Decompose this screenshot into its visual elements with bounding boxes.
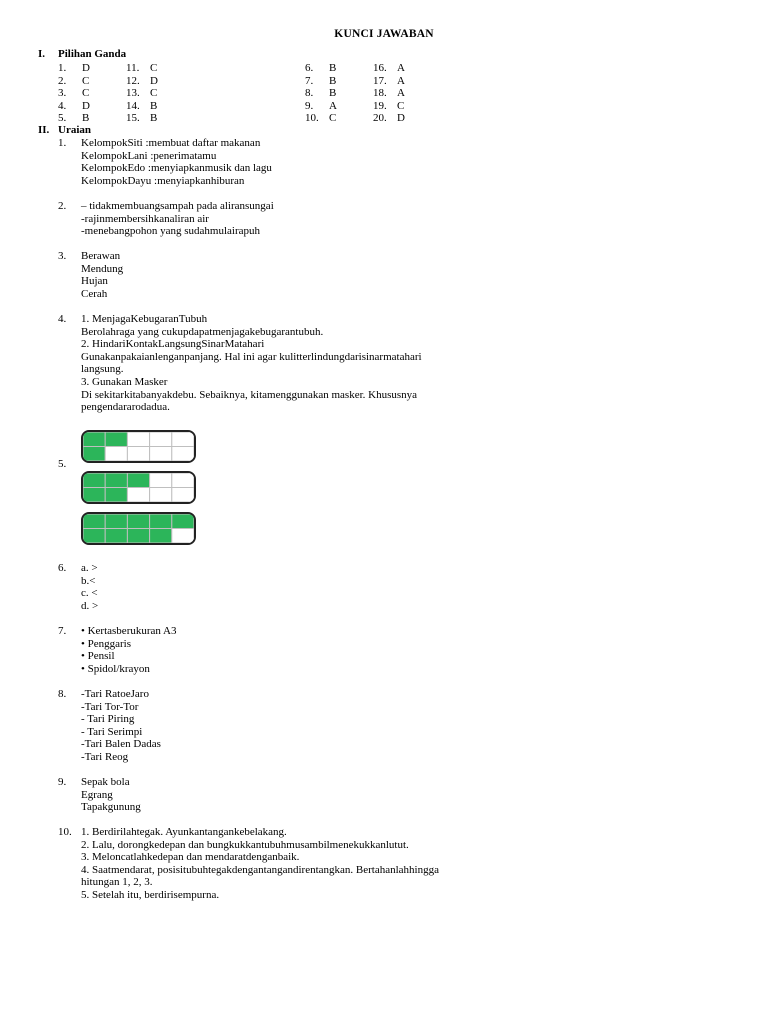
mcq-number: 17.: [373, 74, 387, 87]
answer-line: - Tari Serimpi: [81, 725, 143, 738]
answer-line: Tapakgunung: [81, 801, 141, 814]
empty-cell: [127, 447, 149, 462]
mcq-letter: A: [397, 74, 405, 87]
shaded-cell: [105, 514, 127, 529]
shaded-cell: [150, 514, 172, 529]
shaded-cell: [83, 447, 105, 462]
shaded-cell: [83, 488, 105, 503]
mcq-answer: [373, 62, 405, 75]
answer-line: -Tari RatoeJaro: [81, 688, 149, 700]
answer-line: Berolahraga yang cukupdapatmenjagakebugarantubuh.: [81, 325, 324, 338]
answer-line: a. >: [81, 562, 98, 574]
answer-line: -rajinmembersihkanaliran air: [81, 212, 209, 225]
mcq-letter: C: [150, 62, 158, 74]
mcq-number: 16.: [373, 62, 387, 74]
mcq-number: 2.: [58, 74, 67, 87]
shaded-cell: [105, 473, 127, 488]
shaded-cell: [83, 432, 105, 447]
mcq-letter: C: [82, 74, 90, 87]
shaded-cell: [105, 488, 127, 503]
answer-line: 4. Saatmendarat, posisitubuhtegakdengantangandirentangkan. Bertahanlahhingga: [81, 863, 439, 876]
answer-line: 2. Lalu, dorongkedepan dan bungkukkantubuhmusambilmenekukkanlutut.: [81, 838, 409, 851]
fraction-bar: [81, 471, 196, 504]
mcq-letter: B: [329, 62, 337, 74]
empty-cell: [150, 488, 172, 503]
empty-cell: [150, 432, 172, 447]
mcq-letter: B: [150, 112, 158, 125]
mcq-letter: C: [150, 87, 158, 100]
mcq-letter: B: [150, 99, 158, 112]
shaded-cell: [127, 473, 149, 488]
empty-cell: [172, 488, 194, 503]
answer-line: • Kertasberukuran A3: [81, 625, 177, 637]
answer-line: 5. Setelah itu, berdirisempurna.: [81, 888, 220, 901]
question-number: 3.: [58, 250, 67, 262]
answer-line: Sepak bola: [81, 776, 130, 788]
answer-body: [81, 688, 521, 764]
mcq-letter: B: [329, 74, 337, 87]
answer-line: Di sekitarkitabanyakdebu. Sebaiknya, kitamenggunakan masker. Khususnya: [81, 388, 418, 401]
answer-line: KelompokSiti :membuat daftar makanan: [81, 137, 261, 149]
empty-cell: [127, 432, 149, 447]
mcq-answer: [373, 75, 405, 88]
mcq-answer: [305, 100, 337, 113]
answer-line: Berawan: [81, 250, 121, 262]
shaded-cell: [127, 514, 149, 529]
mcq-number: 4.: [58, 99, 67, 112]
shaded-cell: [127, 529, 149, 544]
answer-line: b.<: [81, 574, 96, 587]
shaded-cell: [105, 432, 127, 447]
answer-line: Cerah: [81, 287, 108, 300]
answer-line: Hujan: [81, 275, 108, 288]
mcq-letter: C: [397, 99, 405, 112]
mcq-answer: [126, 62, 157, 75]
mcq-answer: [58, 75, 89, 88]
mcq-answer: [58, 87, 89, 100]
mcq-letter: B: [329, 87, 337, 100]
mcq-number: 8.: [305, 87, 314, 100]
mcq-letter: D: [150, 74, 158, 87]
mcq-answer: [58, 100, 90, 113]
page-title: KUNCI JAWABAN: [334, 28, 434, 40]
answer-line: -Tari Tor-Tor: [81, 700, 139, 713]
answer-body: [81, 250, 521, 300]
answer-line: -Tari Reog: [81, 750, 129, 763]
answer-body: [81, 776, 521, 814]
shaded-cell: [83, 514, 105, 529]
fraction-bar: [81, 512, 196, 545]
section-1-heading: I. Pilihan Ganda: [38, 48, 127, 60]
mcq-number: 15.: [126, 112, 140, 125]
answer-line: 3. Gunakan Masker: [81, 375, 168, 388]
answer-line: c. <: [81, 587, 98, 600]
answer-line: KelompokLani :penerimatamu: [81, 149, 217, 162]
answer-line: pengendararodadua.: [81, 401, 170, 414]
mcq-number: 13.: [126, 87, 140, 100]
answer-line: • Spidol/krayon: [81, 662, 150, 675]
answer-line: Mendung: [81, 262, 124, 275]
question-number: 5.: [58, 458, 67, 470]
answer-line: -menebangpohon yang sudahmulairapuh: [81, 225, 261, 238]
question-number: 6.: [58, 562, 67, 574]
mcq-number: 10.: [305, 112, 319, 125]
empty-cell: [105, 447, 127, 462]
answer-body: [81, 200, 521, 238]
mcq-letter: B: [82, 112, 90, 125]
question-number: 7.: [58, 625, 67, 637]
answer-line: hitungan 1, 2, 3.: [81, 876, 153, 889]
answer-line: Egrang: [81, 788, 113, 801]
mcq-answer: [126, 112, 157, 125]
question-number: 4.: [58, 313, 67, 325]
question-number: 8.: [58, 688, 67, 700]
mcq-answer: [126, 75, 158, 88]
mcq-answer: [305, 62, 336, 75]
answer-line: 1. Berdirilahtegak. Ayunkantangankebelakang.: [81, 826, 287, 838]
mcq-answer: [373, 87, 405, 100]
question-number: 2.: [58, 200, 67, 212]
mcq-number: 18.: [373, 87, 387, 100]
mcq-number: 19.: [373, 99, 387, 112]
answer-line: 3. Meloncatlahkedepan dan mendaratdenganbaik.: [81, 851, 300, 864]
empty-cell: [150, 447, 172, 462]
fraction-bar: [81, 430, 196, 463]
mcq-answer: [126, 87, 157, 100]
mcq-letter: A: [329, 99, 337, 112]
answer-body: [81, 313, 521, 414]
mcq-letter: C: [82, 87, 90, 100]
answer-line: 2. HindariKontakLangsungSinarMatahari: [81, 338, 265, 351]
mcq-number: 11.: [126, 62, 140, 74]
shaded-cell: [105, 529, 127, 544]
answer-body: [81, 625, 521, 675]
mcq-letter: D: [82, 99, 90, 112]
mcq-answer: [305, 75, 336, 88]
answer-body: [81, 137, 521, 187]
empty-cell: [172, 447, 194, 462]
mcq-number: 9.: [305, 99, 314, 112]
shaded-cell: [83, 529, 105, 544]
mcq-answer: [305, 112, 336, 125]
empty-cell: [172, 529, 194, 544]
question-number: 10.: [58, 826, 72, 838]
mcq-number: 20.: [373, 112, 387, 125]
mcq-letter: D: [397, 112, 405, 125]
answer-line: langsung.: [81, 363, 124, 376]
mcq-answer: [305, 87, 336, 100]
answer-line: -Tari Balen Dadas: [81, 738, 161, 751]
answer-line: KelompokDayu :menyiapkanhiburan: [81, 174, 245, 187]
mcq-answer: [58, 62, 90, 75]
mcq-answer: [373, 112, 405, 125]
mcq-number: 12.: [126, 74, 140, 87]
mcq-letter: C: [329, 112, 337, 125]
mcq-answer: [126, 100, 157, 113]
answer-body: [81, 826, 521, 902]
mcq-letter: D: [82, 62, 90, 74]
answer-line: KelompokEdo :menyiapkanmusik dan lagu: [81, 162, 272, 175]
empty-cell: [127, 488, 149, 503]
mcq-number: 6.: [305, 62, 314, 74]
mcq-number: 1.: [58, 62, 67, 74]
question-number: 1.: [58, 137, 67, 149]
answer-line: - Tari Piring: [81, 713, 135, 726]
answer-line: 1. MenjagaKebugaranTubuh: [81, 313, 208, 325]
shaded-cell: [83, 473, 105, 488]
answer-line: • Pensil: [81, 650, 115, 663]
answer-body: [81, 562, 521, 612]
empty-cell: [172, 473, 194, 488]
shaded-cell: [172, 514, 194, 529]
answer-line: Gunakanpakaianlenganpanjang. Hal ini agar kulitterlindungdarisinarmatahari: [81, 350, 422, 363]
question-number: 9.: [58, 776, 67, 788]
mcq-letter: A: [397, 87, 405, 100]
mcq-number: 3.: [58, 87, 67, 100]
mcq-number: 5.: [58, 112, 67, 125]
shaded-cell: [150, 529, 172, 544]
empty-cell: [150, 473, 172, 488]
mcq-number: 7.: [305, 74, 314, 87]
answer-line: • Penggaris: [81, 637, 131, 650]
mcq-letter: A: [397, 62, 405, 74]
mcq-answer: [373, 100, 404, 113]
section-2-heading: II. Uraian: [38, 124, 91, 136]
mcq-number: 14.: [126, 99, 140, 112]
answer-line: d. >: [81, 599, 99, 612]
empty-cell: [172, 432, 194, 447]
answer-line: – tidakmembuangsampah pada aliransungai: [81, 200, 274, 212]
